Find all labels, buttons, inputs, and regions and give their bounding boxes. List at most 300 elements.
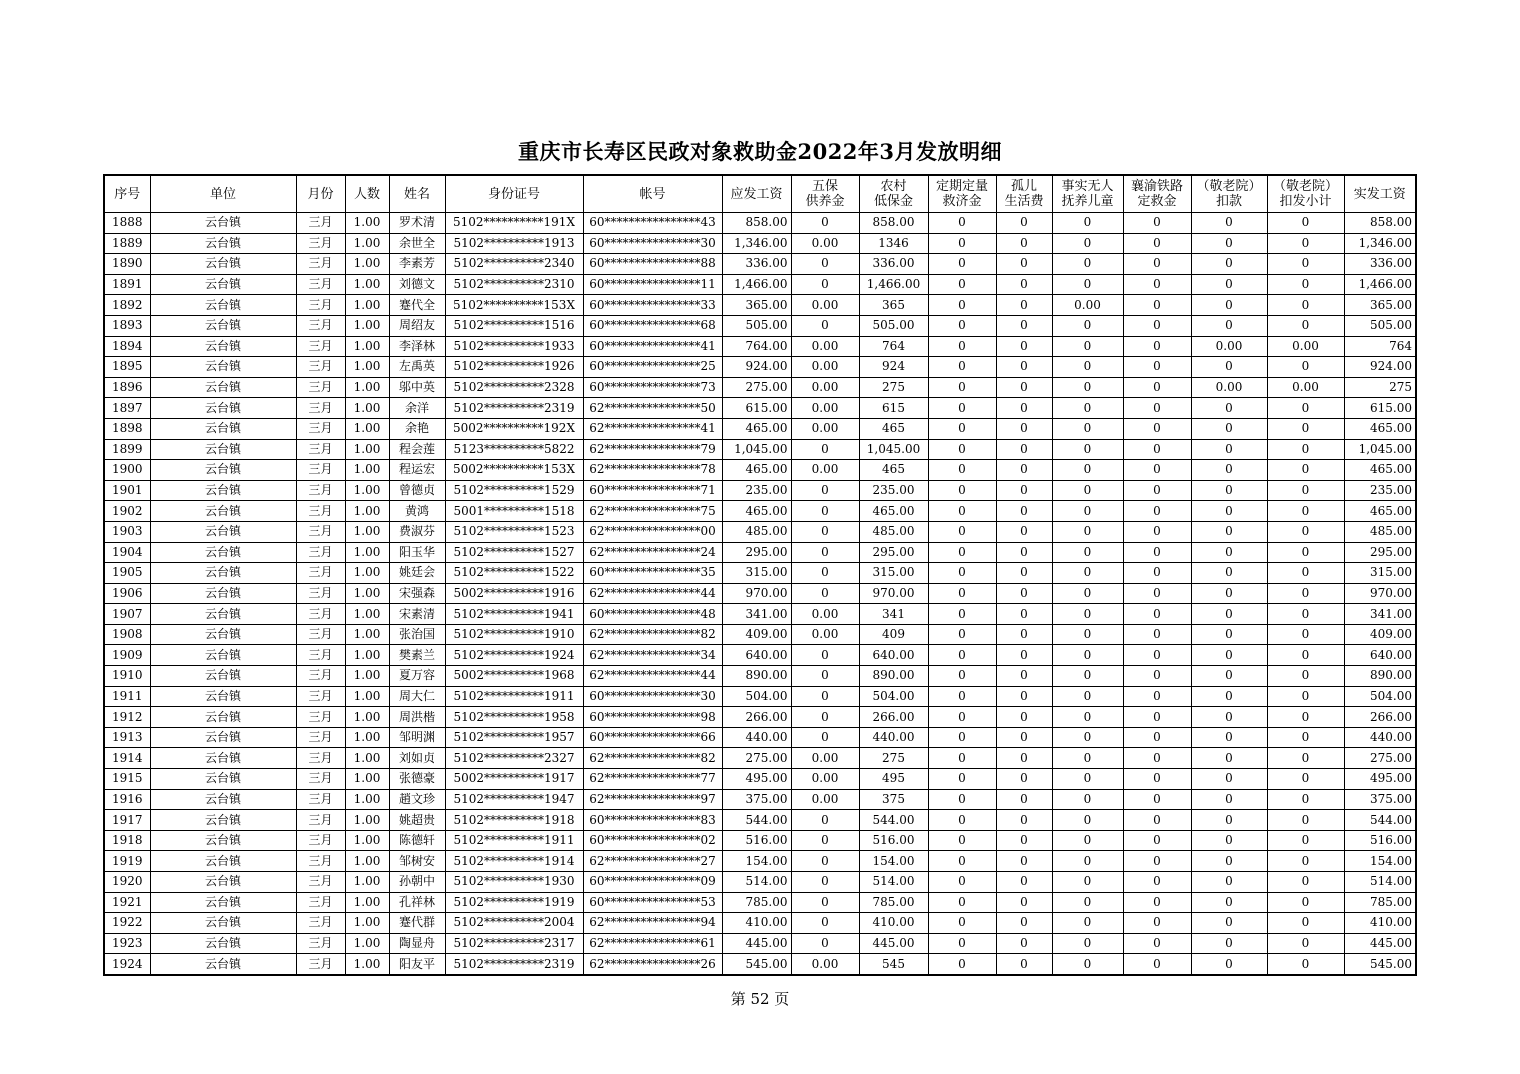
cell-jlyxj: 0 <box>1267 913 1344 934</box>
cell-account: 60****************25 <box>583 357 722 378</box>
cell-month: 三月 <box>296 872 345 893</box>
cell-shishi: 0 <box>1052 501 1123 522</box>
table-row <box>104 748 1416 769</box>
cell-count: 1.00 <box>345 254 389 275</box>
cell-unit: 云台镇 <box>150 913 296 934</box>
cell-due: 545.00 <box>722 954 791 975</box>
cell-id: 5102**********1527 <box>445 542 583 563</box>
cell-wubao: 0 <box>791 933 859 954</box>
cell-id: 5102**********1913 <box>445 233 583 254</box>
cell-month: 三月 <box>296 583 345 604</box>
cell-due: 315.00 <box>722 563 791 584</box>
table-row <box>104 624 1416 645</box>
cell-shishi: 0 <box>1052 398 1123 419</box>
cell-id: 5102**********2310 <box>445 274 583 295</box>
cell-month: 三月 <box>296 501 345 522</box>
cell-count: 1.00 <box>345 851 389 872</box>
cell-month: 三月 <box>296 439 345 460</box>
column-header-account: 帐号 <box>583 175 722 213</box>
column-header-shishi: 事实无人 抚养儿童 <box>1052 175 1123 213</box>
cell-shishi: 0 <box>1052 707 1123 728</box>
cell-jlykk: 0 <box>1191 954 1267 975</box>
cell-month: 三月 <box>296 480 345 501</box>
cell-name: 费淑芬 <box>389 521 445 542</box>
cell-xiangyu: 0 <box>1123 645 1191 666</box>
cell-seq: 1916 <box>104 789 150 810</box>
cell-jlyxj: 0 <box>1267 439 1344 460</box>
cell-unit: 云台镇 <box>150 666 296 687</box>
cell-jlyxj: 0 <box>1267 233 1344 254</box>
cell-seq: 1891 <box>104 274 150 295</box>
table-row <box>104 666 1416 687</box>
cell-jlykk: 0 <box>1191 604 1267 625</box>
cell-seq: 1889 <box>104 233 150 254</box>
cell-dibao: 544.00 <box>859 810 928 831</box>
cell-account: 62****************50 <box>583 398 722 419</box>
table-row <box>104 213 1416 234</box>
cell-account: 60****************02 <box>583 830 722 851</box>
cell-name: 刘如贞 <box>389 748 445 769</box>
cell-count: 1.00 <box>345 336 389 357</box>
cell-dibao: 465 <box>859 418 928 439</box>
cell-account: 62****************79 <box>583 439 722 460</box>
table-row <box>104 707 1416 728</box>
cell-month: 三月 <box>296 851 345 872</box>
cell-dingqi: 0 <box>928 460 996 481</box>
cell-count: 1.00 <box>345 872 389 893</box>
cell-id: 5102**********1918 <box>445 810 583 831</box>
cell-shishi: 0 <box>1052 727 1123 748</box>
cell-xiangyu: 0 <box>1123 727 1191 748</box>
cell-count: 1.00 <box>345 480 389 501</box>
cell-guer: 0 <box>996 336 1052 357</box>
cell-wubao: 0 <box>791 892 859 913</box>
cell-jlyxj: 0 <box>1267 583 1344 604</box>
cell-count: 1.00 <box>345 377 389 398</box>
cell-dibao: 764 <box>859 336 928 357</box>
table-row <box>104 789 1416 810</box>
cell-count: 1.00 <box>345 748 389 769</box>
cell-count: 1.00 <box>345 563 389 584</box>
cell-due: 275.00 <box>722 377 791 398</box>
cell-unit: 云台镇 <box>150 645 296 666</box>
cell-seq: 1892 <box>104 295 150 316</box>
cell-xiangyu: 0 <box>1123 624 1191 645</box>
cell-id: 5102**********1941 <box>445 604 583 625</box>
cell-jlyxj: 0 <box>1267 604 1344 625</box>
cell-name: 余艳 <box>389 418 445 439</box>
cell-dibao: 640.00 <box>859 645 928 666</box>
cell-dingqi: 0 <box>928 377 996 398</box>
cell-jlykk: 0.00 <box>1191 377 1267 398</box>
cell-dibao: 924 <box>859 357 928 378</box>
cell-actual: 545.00 <box>1344 954 1416 975</box>
cell-xiangyu: 0 <box>1123 892 1191 913</box>
cell-name: 邹树安 <box>389 851 445 872</box>
cell-count: 1.00 <box>345 666 389 687</box>
cell-due: 785.00 <box>722 892 791 913</box>
cell-due: 1,346.00 <box>722 233 791 254</box>
cell-dibao: 615 <box>859 398 928 419</box>
cell-account: 62****************82 <box>583 624 722 645</box>
cell-wubao: 0 <box>791 480 859 501</box>
cell-seq: 1919 <box>104 851 150 872</box>
cell-month: 三月 <box>296 666 345 687</box>
cell-shishi: 0 <box>1052 872 1123 893</box>
cell-shishi: 0 <box>1052 521 1123 542</box>
cell-count: 1.00 <box>345 542 389 563</box>
cell-wubao: 0 <box>791 274 859 295</box>
cell-count: 1.00 <box>345 727 389 748</box>
cell-seq: 1924 <box>104 954 150 975</box>
cell-unit: 云台镇 <box>150 872 296 893</box>
cell-wubao: 0 <box>791 810 859 831</box>
cell-dingqi: 0 <box>928 645 996 666</box>
cell-account: 62****************61 <box>583 933 722 954</box>
cell-xiangyu: 0 <box>1123 398 1191 419</box>
cell-count: 1.00 <box>345 439 389 460</box>
cell-account: 60****************30 <box>583 686 722 707</box>
cell-unit: 云台镇 <box>150 254 296 275</box>
cell-actual: 409.00 <box>1344 624 1416 645</box>
cell-id: 5102**********1947 <box>445 789 583 810</box>
cell-due: 409.00 <box>722 624 791 645</box>
cell-actual: 315.00 <box>1344 563 1416 584</box>
cell-due: 970.00 <box>722 583 791 604</box>
cell-count: 1.00 <box>345 933 389 954</box>
table-row <box>104 357 1416 378</box>
cell-dingqi: 0 <box>928 233 996 254</box>
cell-dibao: 495 <box>859 769 928 790</box>
cell-actual: 1,045.00 <box>1344 439 1416 460</box>
cell-dibao: 465 <box>859 460 928 481</box>
cell-count: 1.00 <box>345 954 389 975</box>
cell-wubao: 0 <box>791 213 859 234</box>
cell-actual: 341.00 <box>1344 604 1416 625</box>
cell-dibao: 275 <box>859 377 928 398</box>
cell-id: 5102**********2004 <box>445 913 583 934</box>
cell-shishi: 0 <box>1052 892 1123 913</box>
cell-count: 1.00 <box>345 789 389 810</box>
cell-dingqi: 0 <box>928 583 996 604</box>
cell-wubao: 0.00 <box>791 295 859 316</box>
cell-actual: 516.00 <box>1344 830 1416 851</box>
cell-account: 62****************34 <box>583 645 722 666</box>
cell-name: 夏万容 <box>389 666 445 687</box>
cell-dingqi: 0 <box>928 501 996 522</box>
cell-dingqi: 0 <box>928 521 996 542</box>
cell-unit: 云台镇 <box>150 583 296 604</box>
cell-month: 三月 <box>296 418 345 439</box>
cell-seq: 1923 <box>104 933 150 954</box>
cell-actual: 465.00 <box>1344 460 1416 481</box>
cell-guer: 0 <box>996 666 1052 687</box>
cell-jlykk: 0 <box>1191 769 1267 790</box>
cell-shishi: 0 <box>1052 542 1123 563</box>
cell-unit: 云台镇 <box>150 480 296 501</box>
cell-dibao: 514.00 <box>859 872 928 893</box>
table-row <box>104 542 1416 563</box>
cell-wubao: 0.00 <box>791 336 859 357</box>
cell-shishi: 0 <box>1052 645 1123 666</box>
cell-unit: 云台镇 <box>150 439 296 460</box>
cell-name: 阳友平 <box>389 954 445 975</box>
cell-wubao: 0 <box>791 645 859 666</box>
table-row <box>104 274 1416 295</box>
cell-shishi: 0 <box>1052 748 1123 769</box>
cell-name: 蹇代全 <box>389 295 445 316</box>
cell-count: 1.00 <box>345 769 389 790</box>
cell-id: 5102**********1926 <box>445 357 583 378</box>
cell-shishi: 0.00 <box>1052 295 1123 316</box>
cell-jlykk: 0 <box>1191 439 1267 460</box>
table-row <box>104 563 1416 584</box>
cell-guer: 0 <box>996 810 1052 831</box>
cell-unit: 云台镇 <box>150 460 296 481</box>
cell-id: 5102**********1910 <box>445 624 583 645</box>
cell-account: 62****************44 <box>583 666 722 687</box>
cell-xiangyu: 0 <box>1123 707 1191 728</box>
cell-id: 5123**********5822 <box>445 439 583 460</box>
cell-dingqi: 0 <box>928 357 996 378</box>
cell-name: 姚超贵 <box>389 810 445 831</box>
cell-jlykk: 0 <box>1191 810 1267 831</box>
cell-due: 495.00 <box>722 769 791 790</box>
cell-count: 1.00 <box>345 418 389 439</box>
table-row <box>104 295 1416 316</box>
cell-shishi: 0 <box>1052 357 1123 378</box>
cell-seq: 1901 <box>104 480 150 501</box>
cell-month: 三月 <box>296 748 345 769</box>
cell-guer: 0 <box>996 830 1052 851</box>
cell-guer: 0 <box>996 542 1052 563</box>
cell-actual: 544.00 <box>1344 810 1416 831</box>
cell-dingqi: 0 <box>928 336 996 357</box>
column-header-count: 人数 <box>345 175 389 213</box>
cell-unit: 云台镇 <box>150 707 296 728</box>
cell-actual: 440.00 <box>1344 727 1416 748</box>
cell-guer: 0 <box>996 933 1052 954</box>
cell-jlyxj: 0 <box>1267 851 1344 872</box>
table-row <box>104 913 1416 934</box>
cell-account: 60****************09 <box>583 872 722 893</box>
cell-unit: 云台镇 <box>150 295 296 316</box>
cell-shishi: 0 <box>1052 789 1123 810</box>
cell-shishi: 0 <box>1052 913 1123 934</box>
cell-jlyxj: 0 <box>1267 563 1344 584</box>
column-header-jlyxj: （敬老院） 扣发小计 <box>1267 175 1344 213</box>
cell-dibao: 235.00 <box>859 480 928 501</box>
cell-due: 154.00 <box>722 851 791 872</box>
cell-account: 60****************48 <box>583 604 722 625</box>
cell-wubao: 0.00 <box>791 357 859 378</box>
cell-actual: 295.00 <box>1344 542 1416 563</box>
cell-id: 5102**********2317 <box>445 933 583 954</box>
cell-guer: 0 <box>996 913 1052 934</box>
cell-wubao: 0.00 <box>791 398 859 419</box>
page-number: 第 52 页 <box>730 990 790 1008</box>
cell-actual: 924.00 <box>1344 357 1416 378</box>
cell-guer: 0 <box>996 563 1052 584</box>
cell-wubao: 0.00 <box>791 233 859 254</box>
cell-guer: 0 <box>996 357 1052 378</box>
column-header-guer: 孤儿 生活费 <box>996 175 1052 213</box>
cell-shishi: 0 <box>1052 254 1123 275</box>
cell-xiangyu: 0 <box>1123 913 1191 934</box>
cell-unit: 云台镇 <box>150 315 296 336</box>
cell-seq: 1905 <box>104 563 150 584</box>
cell-due: 505.00 <box>722 315 791 336</box>
cell-guer: 0 <box>996 604 1052 625</box>
cell-seq: 1902 <box>104 501 150 522</box>
table-row <box>104 460 1416 481</box>
cell-dibao: 445.00 <box>859 933 928 954</box>
cell-jlyxj: 0.00 <box>1267 377 1344 398</box>
cell-shishi: 0 <box>1052 315 1123 336</box>
cell-dibao: 365 <box>859 295 928 316</box>
cell-id: 5102**********2327 <box>445 748 583 769</box>
cell-jlykk: 0 <box>1191 707 1267 728</box>
cell-jlyxj: 0 <box>1267 645 1344 666</box>
cell-unit: 云台镇 <box>150 769 296 790</box>
cell-guer: 0 <box>996 851 1052 872</box>
cell-unit: 云台镇 <box>150 418 296 439</box>
cell-due: 640.00 <box>722 645 791 666</box>
cell-dingqi: 0 <box>928 830 996 851</box>
cell-jlykk: 0 <box>1191 686 1267 707</box>
cell-name: 李泽林 <box>389 336 445 357</box>
cell-seq: 1920 <box>104 872 150 893</box>
cell-xiangyu: 0 <box>1123 274 1191 295</box>
cell-guer: 0 <box>996 213 1052 234</box>
cell-month: 三月 <box>296 707 345 728</box>
cell-guer: 0 <box>996 254 1052 275</box>
cell-wubao: 0 <box>791 913 859 934</box>
cell-actual: 336.00 <box>1344 254 1416 275</box>
cell-jlykk: 0 <box>1191 748 1267 769</box>
cell-actual: 615.00 <box>1344 398 1416 419</box>
cell-due: 465.00 <box>722 460 791 481</box>
cell-actual: 375.00 <box>1344 789 1416 810</box>
cell-jlykk: 0 <box>1191 460 1267 481</box>
cell-shishi: 0 <box>1052 686 1123 707</box>
cell-account: 62****************78 <box>583 460 722 481</box>
cell-unit: 云台镇 <box>150 274 296 295</box>
cell-shishi: 0 <box>1052 274 1123 295</box>
cell-jlykk: 0 <box>1191 315 1267 336</box>
cell-name: 邹明渊 <box>389 727 445 748</box>
cell-actual: 445.00 <box>1344 933 1416 954</box>
cell-wubao: 0.00 <box>791 789 859 810</box>
cell-account: 62****************97 <box>583 789 722 810</box>
cell-name: 宋强森 <box>389 583 445 604</box>
cell-month: 三月 <box>296 686 345 707</box>
cell-guer: 0 <box>996 377 1052 398</box>
cell-due: 485.00 <box>722 521 791 542</box>
cell-dibao: 465.00 <box>859 501 928 522</box>
cell-id: 5102**********1911 <box>445 830 583 851</box>
cell-guer: 0 <box>996 460 1052 481</box>
cell-wubao: 0.00 <box>791 460 859 481</box>
cell-jlykk: 0 <box>1191 913 1267 934</box>
cell-month: 三月 <box>296 913 345 934</box>
cell-jlykk: 0 <box>1191 645 1267 666</box>
cell-seq: 1898 <box>104 418 150 439</box>
cell-jlyxj: 0 <box>1267 418 1344 439</box>
cell-xiangyu: 0 <box>1123 954 1191 975</box>
cell-seq: 1904 <box>104 542 150 563</box>
cell-dibao: 504.00 <box>859 686 928 707</box>
cell-jlykk: 0 <box>1191 480 1267 501</box>
cell-guer: 0 <box>996 480 1052 501</box>
cell-jlyxj: 0 <box>1267 295 1344 316</box>
cell-guer: 0 <box>996 233 1052 254</box>
cell-shishi: 0 <box>1052 336 1123 357</box>
cell-dingqi: 0 <box>928 315 996 336</box>
cell-jlyxj: 0 <box>1267 357 1344 378</box>
cell-id: 5102**********1957 <box>445 727 583 748</box>
cell-name: 刘德文 <box>389 274 445 295</box>
cell-actual: 465.00 <box>1344 501 1416 522</box>
cell-name: 樊素兰 <box>389 645 445 666</box>
cell-jlykk: 0 <box>1191 233 1267 254</box>
table-row <box>104 439 1416 460</box>
cell-account: 60****************33 <box>583 295 722 316</box>
cell-shishi: 0 <box>1052 769 1123 790</box>
cell-due: 516.00 <box>722 830 791 851</box>
table-row <box>104 933 1416 954</box>
cell-month: 三月 <box>296 542 345 563</box>
cell-actual: 275 <box>1344 377 1416 398</box>
cell-due: 514.00 <box>722 872 791 893</box>
cell-count: 1.00 <box>345 686 389 707</box>
cell-wubao: 0.00 <box>791 377 859 398</box>
cell-dibao: 410.00 <box>859 913 928 934</box>
cell-wubao: 0 <box>791 563 859 584</box>
cell-dibao: 1346 <box>859 233 928 254</box>
table-row <box>104 872 1416 893</box>
cell-jlyxj: 0 <box>1267 810 1344 831</box>
cell-jlyxj: 0 <box>1267 872 1344 893</box>
cell-due: 504.00 <box>722 686 791 707</box>
table-row <box>104 521 1416 542</box>
cell-dingqi: 0 <box>928 686 996 707</box>
cell-seq: 1913 <box>104 727 150 748</box>
cell-xiangyu: 0 <box>1123 686 1191 707</box>
cell-shishi: 0 <box>1052 418 1123 439</box>
cell-seq: 1922 <box>104 913 150 934</box>
cell-due: 235.00 <box>722 480 791 501</box>
table-row <box>104 686 1416 707</box>
cell-wubao: 0.00 <box>791 604 859 625</box>
cell-dingqi: 0 <box>928 254 996 275</box>
cell-wubao: 0 <box>791 707 859 728</box>
cell-id: 5102**********1930 <box>445 872 583 893</box>
cell-dibao: 375 <box>859 789 928 810</box>
cell-unit: 云台镇 <box>150 604 296 625</box>
cell-dibao: 890.00 <box>859 666 928 687</box>
cell-unit: 云台镇 <box>150 686 296 707</box>
cell-shishi: 0 <box>1052 563 1123 584</box>
cell-unit: 云台镇 <box>150 521 296 542</box>
column-header-month: 月份 <box>296 175 345 213</box>
cell-name: 姚廷会 <box>389 563 445 584</box>
cell-dingqi: 0 <box>928 933 996 954</box>
cell-unit: 云台镇 <box>150 789 296 810</box>
cell-month: 三月 <box>296 254 345 275</box>
cell-xiangyu: 0 <box>1123 521 1191 542</box>
cell-shishi: 0 <box>1052 624 1123 645</box>
